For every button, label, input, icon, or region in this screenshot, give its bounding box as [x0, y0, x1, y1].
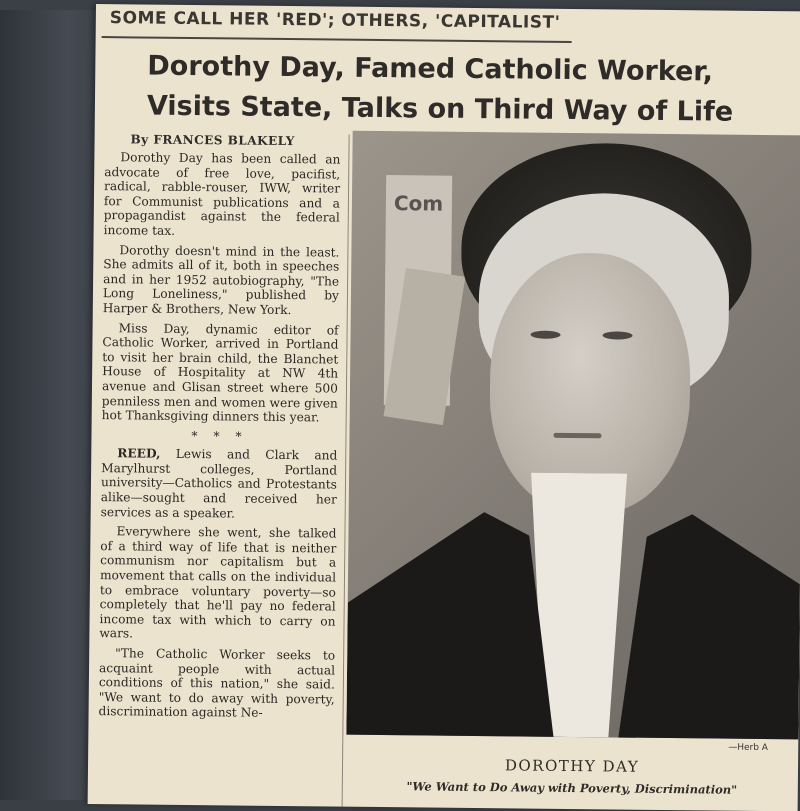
- section-break: * * *: [191, 428, 248, 444]
- newspaper-clipping: [88, 4, 800, 811]
- photo-caption-quote: "We Want to Do Away with Poverty, Discrimination": [406, 779, 738, 797]
- poster-text: Com: [393, 191, 444, 216]
- headline-line-2: Visits State, Talks on Third Way of Life: [146, 90, 734, 128]
- byline: By FRANCES BLAKELY: [130, 132, 295, 149]
- main-headline: [147, 47, 798, 134]
- article-paragraph: "The Catholic Worker seeks to acquaint people with actual conditions of this nation," she said. "We want to do away with poverty, discrimination against Ne-: [98, 646, 336, 721]
- article-paragraph: Dorothy doesn't mind in the least. She admits all of it, both in speeches and in her 1952 autobiography, "The Long Loneliness," published by Harper & Brothers, New York.: [102, 242, 340, 318]
- photo-credit: —Herb A: [728, 742, 769, 754]
- mouth: [553, 433, 601, 439]
- article-paragraph: Miss Day, dynamic editor of Catholic Worker, arrived in Portland to visit her brain child, the Blanchet House of Hospitality at NW 4th avenue and Glisan street where 500 penniless men and women were given hot Thanksgiving dinners this year.: [101, 320, 339, 425]
- headline-line-1: Dorothy Day, Famed Catholic Worker,: [147, 50, 714, 88]
- portrait-photo: [346, 131, 800, 740]
- article-paragraph: Everywhere she went, she talked of a third way of life that is neither communism nor capitalism but a movement that calls on the individual to embrace voluntary poverty—so completely that he'll pay no federal income tax with which to carry on wars.: [99, 524, 337, 641]
- kicker-headline: SOME CALL HER 'RED'; OTHERS, 'CAPITALIST': [109, 8, 561, 33]
- article-column: [98, 150, 340, 726]
- article-paragraph: Dorothy Day has been called an advocate of free love, pacifist, radical, rabble-rouser, IWW, writer for Communist publications and a propagandist against the federal income tax.: [103, 150, 341, 238]
- paragraph-body: Lewis and Clark and Marylhurst colleges, Portland university—Catholics and Protestants alike—sought and received her services as a speaker.: [100, 446, 338, 521]
- photo-caption-name: DOROTHY DAY: [504, 756, 640, 776]
- paragraph-lead: REED,: [117, 446, 161, 461]
- article-paragraph: [101, 446, 338, 521]
- left-eye: [531, 331, 561, 339]
- right-eye: [603, 331, 633, 339]
